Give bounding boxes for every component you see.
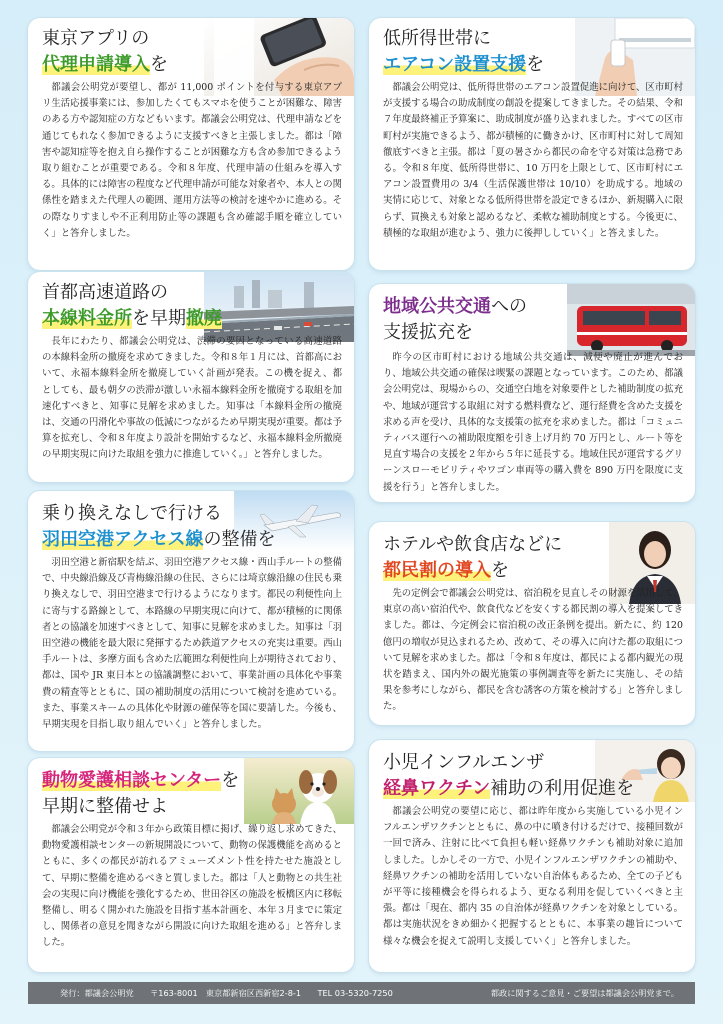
article-body: 都議会公明党が令和３年から政策目標に掲げ、繰り返し求めてきた、動物愛護相談センターの新規開設について、動物の保護機能を高めるとともに、多くの都民が訪れるアミューズメント性を持たせた施設として、早期に整備を進めるべきと質しました。都は「人と動物との共生社会の実現に向け機能を強化するため、世田谷区の施設を板橋区内に移転整備し、明るく開かれた施設を目指す基本計画を、本年３月までに策定し、関係者の意見を聞きながら開設に向けた取組を進める」と答弁しました。 <box>42 824 343 949</box>
article-title-highlight: エアコン設置支援 <box>383 54 527 75</box>
article-title-highlight: 羽田空港アクセス線 <box>42 529 204 550</box>
article-card-aircon <box>369 18 695 270</box>
article-title-highlight: 経鼻ワクチン <box>383 778 491 799</box>
article-body: 羽田空港と新宿駅を結ぶ、羽田空港アクセス線・西山手ルートの整備で、中央線沿線及び青梅線沿線の住民、さらには埼京線沿線の住民も乗り換えなしで、羽田空港まで行けるようになります。都民の利便性向上に寄与する路線として、本路線の早期実現に向けて、都が積極的に関係者との協議を加速すべきとして、知事に見解を求めました。知事は「羽田空港の機能を最大限に発揮するため鉄道アクセスの充実は重要。西山手ルートは、多摩方面も含めた広範囲な利便性向上が期待されており、都は、国や JR 東日本との協議調整において、事業計画の具体化や事業費の精査等とともに、国の補助制度の活用について検討を進めている。また、事業スキームの具体化や財源の確保等を国に要請した。今後も、早期実現を目指し取り組んでいく」と答弁しました。 <box>42 557 343 731</box>
article-title-mid: を早期 <box>132 308 186 329</box>
article-body: 都議会公明党の要望に応じ、都は昨年度から実施している小児インフルエンザワクチンとともに、鼻の中に噴き付けるだけで、接種回数が一回で済み、注射に比べて負担も軽い経鼻ワクチンも補助対象に追加しました。しかしその一方で、小児インフルエンザワクチンの補助や、経鼻ワクチンの補助を活用していない自治体もあるため、全ての子どもが平等に接種機会を得られるよう、更なる利用を促していくべきと主張。都は「現在、都内 35 の自治体が経鼻ワクチンを対象としている。都は実施状況をきめ細かく把握するとともに、本事業の趣旨について様々な機会を捉えて説明し支援していく」と答弁しました。 <box>383 806 683 947</box>
article-title-line2: 支援拡充を <box>383 322 473 343</box>
article-title-line1: 低所得世帯に <box>383 28 491 49</box>
article-title-line1: 乗り換えなしで行ける <box>42 503 222 524</box>
footer-note: 都政に関するご意見・ご要望は都議会公明党まで。 <box>490 988 679 998</box>
article-card-flu-vaccine <box>369 740 695 972</box>
article-body: 先の定例会で都議会公明党は、宿泊税を見直しその財源を活用して、東京の高い宿泊代や、飲食代などを安くする都民割の導入を提案してきました。都は、今定例会に宿泊税の改正条例を提出。新たに、約 120 億円の増収が見込まれるため、改めて、その導入に向けた都の取組について見解を求めました。都は「令和８年度は、都民による都内観光の現状を踏まえ、国内外の観光施策の事例調査等を新たに実施し、その結果を参考にしながら、都民を含む誘客の方策を検討する」と答弁しました。 <box>383 588 684 713</box>
article-title-line1: 東京アプリの <box>42 28 150 49</box>
article-body: 都議会公明党は、低所得世帯のエアコン設置促進に向けて、区市町村が支援する場合の助成制度の創設を提案してきました。その結果、令和７年度最終補正予算案に、助成制度が盛り込まれました。すべての区市町村が実施できるよう、都が積極的に働きかけ、区市町村に対して周知徹底すべきと主張。都は「夏の暑さから都民の命を守る対策は急務である。令和８年度、低所得世帯に、10 万円を上限として、区市町村にエアコン設置費用の 3/4（生活保護世帯は 10/10）を助成する。地域の実情に応じて、対象となる低所得世帯を設定できるほか、新規購入に限らず、買換えも対象と認めるなど、柔軟な補助制度とする。今後更に、積極的な取組が進むよう、強力に後押ししていく」と答えました。 <box>383 82 684 239</box>
article-card-highway <box>28 272 354 482</box>
article-title-highlight: 本線料金所 <box>42 308 132 329</box>
article-body: 昨今の区市町村における地域公共交通は、減便や廃止が進んでおり、地域公共交通の確保は喫緊の課題となっています。このため、都議会公明党は、現場からの、交通空白地を対象要件とした補助制度の拡充や、地域が運営する取組に対する燃料費など、運行経費を含めた支援を求める声を受け、具体的な支援策の拡充を求めました。都は「コミュニティバス運行への補助限度額を引き上げ月約 70 万円とし、ルート等を見直す場合の支援を２年から５年に延長する。地域住民が運営するグリーンスローモビリティやワゴン車両等の購入費を 890 万円を限度に支援を行う」と答弁しました。 <box>383 352 684 493</box>
article-body: 都議会公明党が要望し、都が 11,000 ポイントを付与する東京アプリ生活応援事業には、参加したくてもスマホを使うことが困難な、障害のある方や認知症の方などもいます。都議会公明党は、代理申請などを通じてもれなく参加できるように支援すべきと主張しました。都は「障害や認知症等を抱え自ら操作することが困難な方も含め参加できるよう取り組むことが重要である。令和８年度、代理申請の仕組みを導入する。具体的には障害の程度など代理申請が可能な対象者や、本人との関係性を踏まえた代理人の範囲、運用方法等の検討を速やかに進める。その際なりすましや不正利用防止等の課題も含め確認手順を確立していく」と答弁しました。 <box>42 82 343 239</box>
article-title-tail: を <box>150 54 168 75</box>
article-card-tokyo-app <box>28 18 354 270</box>
article-title-tail: を <box>526 54 545 75</box>
article-card-public-transport <box>369 284 695 502</box>
article-title-highlight: 代理申請導入 <box>42 54 150 75</box>
footer-publisher: 発行：都議会公明党 〒163-8001 東京都新宿区西新宿2-8-1 TEL 03-5320-7250 <box>60 988 393 998</box>
article-title-line1: 小児インフルエンザ <box>383 752 545 773</box>
article-title-line1: 首都高速道路の <box>42 282 168 303</box>
article-title-tail: 補助の利用促進を <box>490 778 635 799</box>
article-body: 長年にわたり、都議会公明党は、渋滞の要因となっている高速道路の本線料金所の撤廃を求めてきました。令和８年１月には、首都高において、永福本線料金所を撤廃していく計画が発表。この機を捉え、都としても、最も朝夕の渋滞が激しい永福本線料金所を撤廃する取組を加速化すべきと、知事に見解を求めました。知事は「本線料金所の撤廃は、交通の円滑化や事故の低減につながるため早期実現が重要。都は予算を拡充し、令和８年度より設計を開始するなど、永福本線料金所撤廃の早期実現に向けた取組を強力に推進していく。」と答弁しました。 <box>42 336 343 461</box>
article-title-line2: 早期に整備せよ <box>42 796 168 817</box>
article-title-highlight-2: 撤廃 <box>186 308 222 329</box>
article-title-tail: への <box>491 296 527 317</box>
article-title-tail: を <box>221 770 240 791</box>
article-card-animal-center <box>28 758 354 972</box>
article-title-highlight: 都民割の導入 <box>383 560 491 581</box>
article-card-haneda-access <box>28 491 354 751</box>
article-title-tail: の整備を <box>203 529 276 550</box>
article-title-highlight: 地域公共交通 <box>383 296 491 317</box>
article-title-highlight: 動物愛護相談センター <box>42 770 222 791</box>
article-title-tail: を <box>491 560 509 581</box>
article-card-tomin-wari <box>369 522 695 725</box>
article-title-line1: ホテルや飲食店などに <box>383 534 563 555</box>
footer-bar <box>28 982 695 1004</box>
